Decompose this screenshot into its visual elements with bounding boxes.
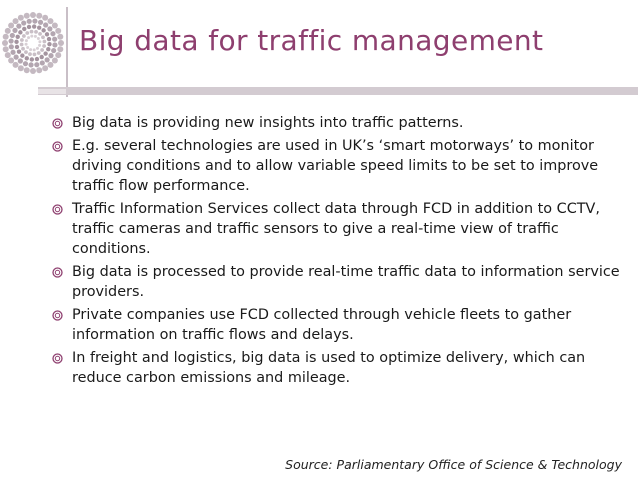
motif-dot bbox=[40, 48, 44, 52]
motif-dot bbox=[8, 23, 14, 29]
motif-dot bbox=[47, 26, 52, 31]
motif-dot bbox=[28, 62, 33, 67]
motif-dot bbox=[25, 39, 28, 42]
motif-dot bbox=[45, 32, 49, 36]
motif-dot bbox=[26, 46, 29, 49]
bullet-list bbox=[40, 113, 620, 391]
motif-dot bbox=[16, 35, 20, 39]
motif-dot bbox=[40, 55, 44, 59]
motif-dot bbox=[30, 30, 34, 34]
motif-dot bbox=[24, 13, 30, 19]
circular-burst-motif-icon bbox=[2, 12, 64, 74]
motif-dot bbox=[45, 57, 50, 62]
motif-dot bbox=[5, 52, 11, 58]
motif-dot bbox=[12, 28, 17, 33]
ring-bullet-icon bbox=[52, 204, 63, 215]
motif-dot bbox=[47, 18, 53, 24]
motif-dot bbox=[13, 18, 19, 24]
bullet-item bbox=[40, 262, 620, 302]
motif-dot bbox=[42, 15, 48, 21]
bullet-text: Big data is processed to provide real-time traffic data to information service providers. bbox=[72, 264, 620, 300]
motif-dot bbox=[47, 42, 51, 46]
motif-dot bbox=[27, 25, 31, 29]
motif-dot bbox=[30, 35, 33, 38]
motif-dot bbox=[8, 38, 13, 43]
motif-dot bbox=[16, 24, 21, 29]
motif-dot bbox=[55, 28, 61, 34]
bullet-item bbox=[40, 113, 620, 133]
source-citation: Source: Parliamentary Office of Science & Technology bbox=[285, 457, 622, 472]
motif-dot bbox=[52, 23, 58, 29]
motif-dot bbox=[17, 50, 21, 54]
motif-dot bbox=[38, 44, 41, 47]
motif-dot bbox=[40, 60, 45, 65]
motif-dot bbox=[3, 34, 9, 40]
motif-dot bbox=[33, 53, 37, 57]
ring-bullet-icon bbox=[52, 310, 63, 321]
motif-dot bbox=[13, 62, 19, 68]
motif-dot bbox=[50, 31, 55, 36]
vertical-divider bbox=[66, 7, 68, 97]
motif-dot bbox=[47, 62, 53, 68]
motif-dot bbox=[41, 28, 45, 32]
motif-dot bbox=[43, 22, 48, 27]
motif-dot bbox=[14, 40, 18, 44]
motif-dot bbox=[48, 53, 53, 58]
motif-dot bbox=[10, 33, 15, 38]
motif-dot bbox=[52, 57, 58, 63]
bullet-item bbox=[40, 199, 620, 259]
bullet-text: Big data is providing new insights into traffic patterns. bbox=[72, 115, 464, 131]
motif-dot bbox=[34, 30, 38, 34]
motif-dot bbox=[36, 67, 42, 73]
motif-dot bbox=[42, 44, 46, 48]
ring-bullet-icon bbox=[52, 118, 63, 129]
motif-dot bbox=[30, 12, 36, 18]
motif-dot bbox=[27, 36, 30, 39]
motif-dot bbox=[57, 46, 63, 52]
motif-dot bbox=[43, 51, 47, 55]
motif-dot bbox=[32, 24, 36, 28]
motif-dot bbox=[21, 47, 25, 51]
motif-dot bbox=[20, 53, 24, 57]
ring-bullet-icon bbox=[52, 141, 63, 152]
motif-dot bbox=[52, 37, 57, 42]
motif-dot bbox=[52, 42, 57, 47]
motif-dot bbox=[5, 28, 11, 34]
motif-dot bbox=[28, 52, 32, 56]
horizontal-divider-accent bbox=[38, 89, 66, 94]
motif-dot bbox=[38, 32, 42, 36]
motif-dot bbox=[42, 65, 48, 71]
motif-dot bbox=[2, 40, 8, 46]
motif-dot bbox=[22, 27, 26, 31]
bullet-text: E.g. several technologies are used in UK’s ‘smart motorways’ to monitor driving conditions and to allow variable speed limits to be set to improve traffic flow performance. bbox=[72, 138, 599, 194]
motif-dot bbox=[21, 20, 26, 25]
motif-dot bbox=[18, 15, 24, 21]
motif-dot bbox=[37, 37, 40, 40]
motif-dot bbox=[51, 48, 56, 53]
motif-dot bbox=[25, 43, 28, 46]
bullet-item bbox=[40, 348, 620, 388]
motif-dot bbox=[37, 26, 41, 30]
motif-dot bbox=[22, 34, 26, 38]
motif-dot bbox=[38, 40, 41, 43]
motif-dot bbox=[58, 40, 64, 46]
motif-dot bbox=[10, 50, 15, 55]
motif-dot bbox=[27, 19, 32, 24]
motif-dot bbox=[14, 55, 19, 60]
motif-dot bbox=[18, 58, 23, 63]
motif-dot bbox=[41, 35, 45, 39]
ring-bullet-icon bbox=[52, 267, 63, 278]
motif-dot bbox=[34, 62, 39, 67]
bullet-text: In freight and logistics, big data is used to optimize delivery, which can reduce carbon emissions and mileage. bbox=[72, 350, 586, 386]
bullet-item bbox=[40, 136, 620, 196]
motif-dot bbox=[55, 52, 61, 58]
motif-dot bbox=[35, 57, 39, 61]
motif-dot bbox=[20, 43, 24, 47]
motif-dot bbox=[36, 47, 39, 50]
motif-dot bbox=[34, 35, 37, 38]
motif-center bbox=[30, 40, 37, 47]
motif-dot bbox=[46, 47, 50, 51]
motif-dot bbox=[9, 44, 14, 49]
motif-dot bbox=[32, 18, 37, 23]
motif-dot bbox=[30, 57, 34, 61]
motif-dot bbox=[36, 13, 42, 19]
motif-dot bbox=[47, 37, 51, 41]
motif-dot bbox=[3, 46, 9, 52]
motif-dot bbox=[24, 50, 28, 54]
motif-dot bbox=[30, 68, 36, 74]
motif-dot bbox=[24, 67, 30, 73]
motif-dot bbox=[23, 61, 28, 66]
motif-dot bbox=[33, 48, 36, 51]
bullet-text: Traffic Information Services collect data through FCD in addition to CCTV, traffic cameras and traffic sensors to give a real-time view of traffic conditions. bbox=[72, 201, 600, 257]
slide-title: Big data for traffic management bbox=[79, 24, 544, 57]
ring-bullet-icon bbox=[52, 353, 63, 364]
motif-dot bbox=[38, 20, 43, 25]
motif-dot bbox=[29, 48, 32, 51]
motif-dot bbox=[37, 51, 41, 55]
motif-dot bbox=[18, 30, 22, 34]
horizontal-divider bbox=[38, 87, 638, 95]
motif-dot bbox=[18, 65, 24, 71]
motif-dot bbox=[8, 57, 14, 63]
motif-dot bbox=[25, 56, 29, 60]
motif-dot bbox=[15, 45, 19, 49]
motif-dot bbox=[20, 38, 24, 42]
motif-dot bbox=[25, 31, 29, 35]
bullet-text: Private companies use FCD collected through vehicle fleets to gather information on traffic flows and delays. bbox=[72, 307, 572, 343]
bullet-item bbox=[40, 305, 620, 345]
motif-dot bbox=[57, 34, 63, 40]
motif-dot bbox=[43, 40, 47, 44]
